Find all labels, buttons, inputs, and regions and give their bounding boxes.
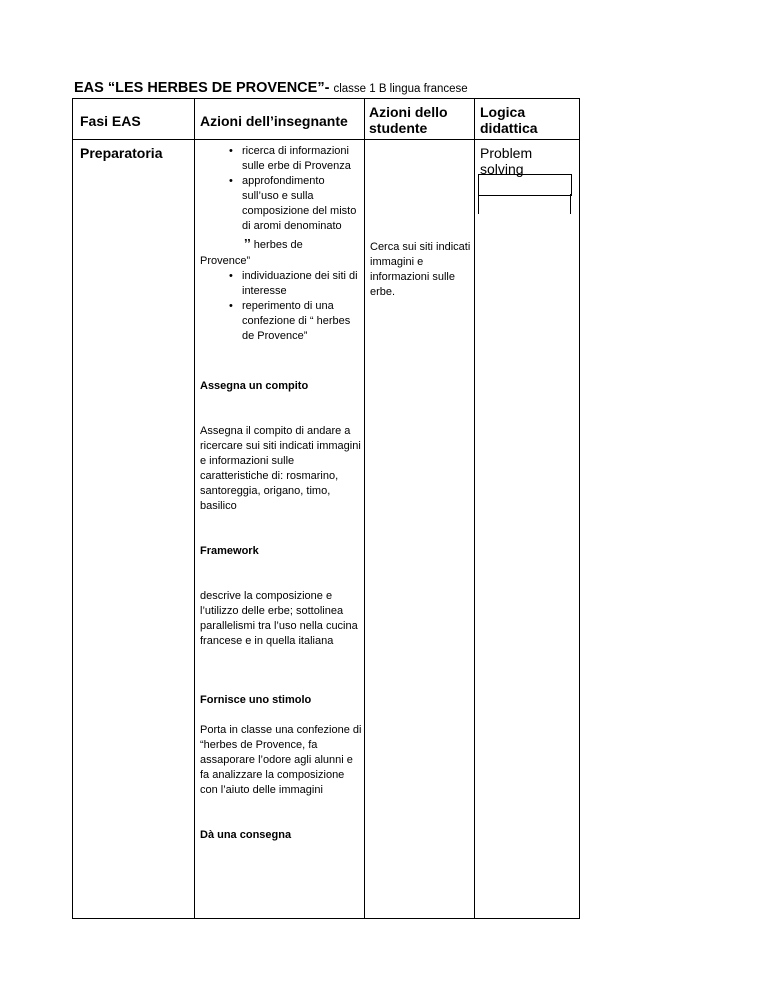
section-heading-stimolo: Fornisce uno stimolo <box>200 694 312 706</box>
teacher-bullet-list-1 <box>200 144 364 234</box>
header-fasi-eas: Fasi EAS <box>80 113 141 129</box>
continuation-text-2: Provence” <box>200 255 251 267</box>
list-item <box>200 174 360 234</box>
table-header-divider <box>72 139 580 140</box>
logic-inner-left-line <box>478 194 479 214</box>
section-text-assegna-compito: Assegna il compito di andare a ricercare sui siti indicati immagini e informazioni sulle caratteristiche di: rosmarino, santoreggia, origano, timo, basilico <box>200 425 361 512</box>
bullet-text: approfondimento sull’uso e sulla composizione del misto di aromi denominato <box>242 175 357 232</box>
logic-line2: solving <box>480 161 524 177</box>
list-item <box>200 299 360 344</box>
table-right-border <box>579 98 580 919</box>
bullet-continuation <box>200 236 364 253</box>
header-azioni-studente-line1: Azioni dello <box>369 104 448 120</box>
header-azioni-insegnante: Azioni dell’insegnante <box>200 113 348 129</box>
bullet-dot-icon: • <box>229 175 233 187</box>
header-logica-line2: didattica <box>480 120 538 136</box>
teacher-actions-cell <box>200 144 364 843</box>
header-azioni-studente-line2: studente <box>369 120 428 136</box>
title-sub: classe 1 B lingua francese <box>333 83 468 95</box>
header-logica-line1: Logica <box>480 104 526 120</box>
bullet-dot-icon: • <box>229 270 233 282</box>
bullet-text: reperimento di una confezione di “ herbes de Provence” <box>242 300 351 342</box>
continuation-text: herbes de <box>250 239 303 251</box>
logic-line1: Problem <box>480 145 533 161</box>
section-heading-framework: Framework <box>200 545 259 557</box>
table-bottom-border <box>72 918 580 919</box>
logic-inner-box-top <box>478 174 572 196</box>
continuation-quote: ’’ <box>244 236 251 251</box>
section-heading-assegna-compito: Assegna un compito <box>200 380 309 392</box>
document-title <box>74 80 468 96</box>
logic-label <box>480 145 532 177</box>
teacher-bullet-list-2 <box>200 269 364 344</box>
section-heading-consegna: Dà una consegna <box>200 829 292 841</box>
bullet-dot-icon: • <box>229 145 233 157</box>
section-text-stimolo: Porta in classe una confezione di “herbes de Provence, fa assaporare l’odore agli alunni e fa analizzare la composizione con l’aiuto delle immagini <box>200 724 362 796</box>
phase-label: Preparatoria <box>80 145 163 161</box>
table-top-border <box>72 98 580 99</box>
list-item <box>200 269 360 299</box>
student-actions-cell: Cerca sui siti indicati immagini e informazioni sulle erbe. <box>370 241 471 298</box>
section-text-framework: descrive la composizione e l’utilizzo delle erbe; sottolinea parallelismi tra l’uso nella cucina francese e in quella italiana <box>200 590 358 647</box>
column-divider-1 <box>194 98 195 919</box>
logic-inner-right-line <box>570 194 571 214</box>
header-azioni-studente <box>369 104 448 136</box>
table-left-border <box>72 98 73 919</box>
column-divider-3 <box>474 98 475 919</box>
bullet-dot-icon: • <box>229 300 233 312</box>
list-item <box>200 144 360 174</box>
bullet-text: ricerca di informazioni sulle erbe di Provenza <box>242 145 351 172</box>
column-divider-2 <box>364 98 365 919</box>
bullet-text: individuazione dei siti di interesse <box>242 270 358 297</box>
title-main: EAS “LES HERBES DE PROVENCE”- <box>74 80 334 96</box>
header-logica-didattica <box>480 104 538 136</box>
